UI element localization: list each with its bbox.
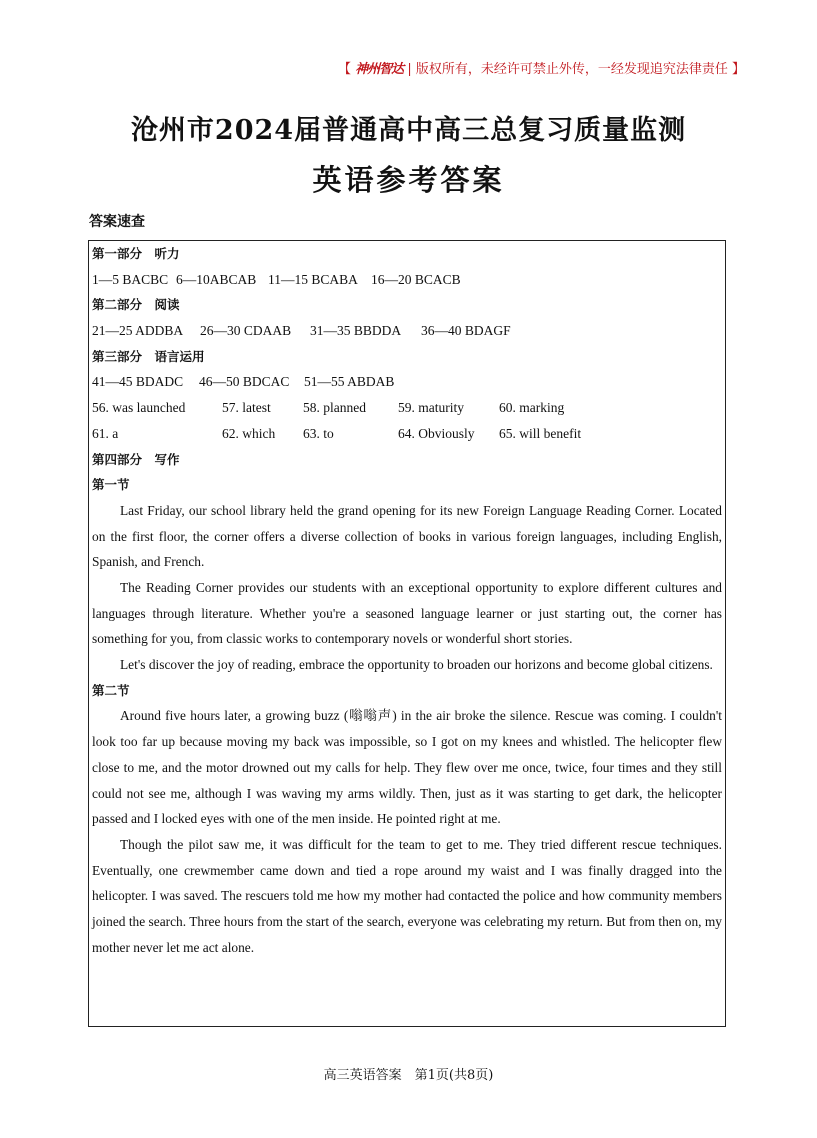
answer-group: 31—35 BBDDA [310,323,402,339]
essay-paragraph: Last Friday, our school library held the grand opening for its new Foreign Language Reading Corner. Located on the first floor, the corner offers a diverse collection of books in various foreign languages, including English, Spanish, and French. [92,502,722,570]
fill-answer: 57. latest [222,400,271,416]
part2-heading: 第二部分 阅读 [92,297,180,313]
part1-answers [92,267,722,293]
part2-answers [92,318,722,344]
answer-group: 1—5 BACBC [92,271,169,287]
copyright-notice: 【 神州智达 | 版权所有，未经许可禁止外传，一经发现追究法律责任 】 [338,62,745,77]
page-title: 沧州市2024届普通高中高三总复习质量监测 [130,115,687,146]
page-footer: 高三英语答案 第1页(共8页) [323,1068,494,1083]
answer-group: 26—30 CDAAB [200,323,292,339]
fill-answer: 63. to [303,425,334,441]
brand-logo: 神州智达 [355,62,404,77]
part3-heading: 第三部分 语言运用 [92,348,205,364]
fill-answer: 62. which [222,425,276,441]
answer-group: 16—20 BCACB [371,271,461,287]
answer-group: 46—50 BDCAC [199,374,290,390]
fill-answer: 65. will benefit [499,425,582,441]
part3-answers [92,369,722,395]
answer-group: 11—15 BCABA [268,271,358,287]
answer-group: 21—25 ADDBA [92,323,184,339]
answer-group: 36—40 BDAGF [421,323,511,339]
fill-answer: 60. marking [499,400,565,416]
page-subtitle: 英语参考答案 [312,163,505,197]
fill-row-2 [92,421,722,447]
fill-answer: 58. planned [303,400,366,416]
section1-heading: 第一节 [92,477,130,493]
section2-heading: 第二节 [92,682,130,698]
essay-paragraph: The Reading Corner provides our students with an exceptional opportunity to explore different cultures and languages through literature. Whether you're a seasoned language learner or just starting out, the corner has something for you, from classic works to contemporary novels or wonderful short stories. [92,579,722,647]
answer-box [88,240,726,1027]
part1-heading: 第一部分 听力 [92,246,180,261]
answer-group: 51—55 ABDAB [304,374,395,390]
fill-row-1 [92,395,722,421]
answer-group: 6—10ABCAB [176,271,257,287]
story-paragraph: Around five hours later, a growing buzz (嗡嗡声) in the air broke the silence. Rescue was coming. I couldn't look too far up because moving my back was impossible, so I got on my knees and whistled. The helicopter flew close to me, and the motor drowned out my calls for help. They flew over me once, twice, four times and they still could not see me, although I was waving my arms wildly. Then, just as it was starting to get dark, the helicopter passed and I locked eyes with one of the men inside. He pointed right at me. [92,708,722,827]
fill-answer: 64. Obviously [398,425,475,441]
quick-ref-label: 答案速查 [89,214,145,230]
essay-paragraph: Let's discover the joy of reading, embrace the opportunity to broaden our horizons and become global citizens. [120,657,713,673]
fill-answer: 61. a [92,425,119,441]
answer-group: 41—45 BDADC [92,374,184,390]
copyright-text: 版权所有，未经许可禁止外传，一经发现追究法律责任 [415,62,728,77]
part4-heading: 第四部分 写作 [92,451,180,467]
story-paragraph: Though the pilot saw me, it was difficult for the team to get to me. They tried different rescue techniques. Eventually, one crewmember came down and tied a rope around my waist and I was finally dragged into the helicopter. I was saved. The rescuers told me how my mother had contacted the police and how community members joined the search. Three hours from the start of the search, everyone was celebrating my return. But from then on, my mother never let me act alone. [92,837,722,955]
fill-answer: 59. maturity [398,400,464,416]
fill-answer: 56. was launched [92,400,186,416]
